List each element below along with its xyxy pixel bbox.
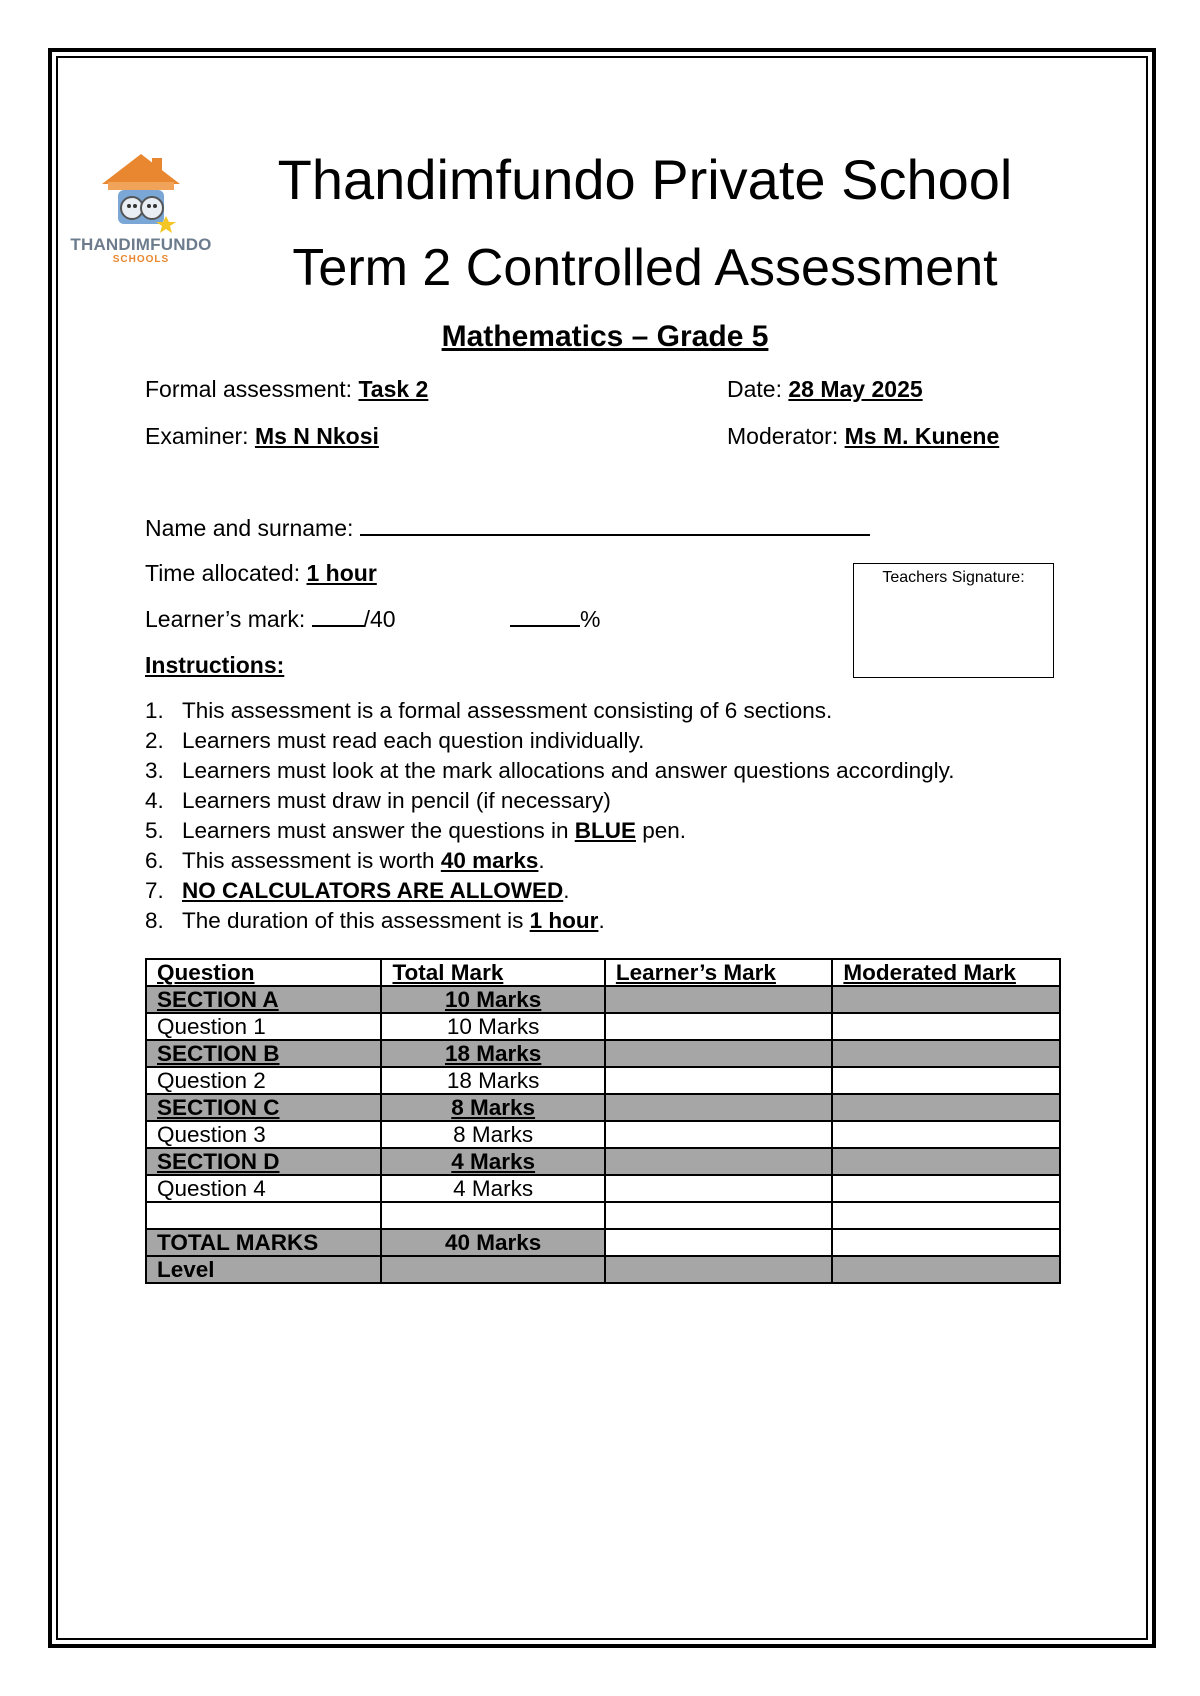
learner-mark-cell[interactable] <box>605 1013 833 1040</box>
table-row-empty <box>146 1202 1060 1229</box>
table-row-total: TOTAL MARKS 40 Marks <box>146 1229 1060 1256</box>
examiner-line <box>145 422 379 450</box>
table-row: Question 1 10 Marks <box>146 1013 1060 1040</box>
logo-wordmark: THANDIMFUNDO <box>70 235 212 254</box>
school-name: Thandimfundo Private School <box>277 148 1013 211</box>
column-header-total-mark: Total Mark <box>381 959 604 986</box>
learner-mark-cell[interactable] <box>605 1094 833 1121</box>
percent-sign: % <box>580 606 601 632</box>
examiner-value: Ms N Nkosi <box>254 423 379 449</box>
learner-mark-cell[interactable] <box>605 1202 833 1229</box>
table-header-row <box>146 959 1060 986</box>
moderated-mark-cell[interactable] <box>832 1202 1060 1229</box>
instructions-list <box>145 696 1065 936</box>
teacher-signature-label: Teachers Signature: <box>882 569 1025 586</box>
examiner-label: Examiner: <box>145 423 249 449</box>
learner-level-cell[interactable] <box>605 1256 833 1283</box>
date-value: 28 May 2025 <box>788 376 923 402</box>
learner-mark-label: Learner’s mark: <box>145 606 306 632</box>
formal-assessment-label: Formal assessment: <box>145 376 353 402</box>
time-line <box>145 559 377 587</box>
list-item: 1. This assessment is a formal assessment consisting of 6 sections. <box>145 698 833 723</box>
percent-input-line[interactable] <box>510 607 580 627</box>
percent-line <box>510 605 600 633</box>
moderated-mark-cell[interactable] <box>832 1148 1060 1175</box>
moderated-mark-cell[interactable] <box>832 1067 1060 1094</box>
moderated-mark-cell[interactable] <box>832 1094 1060 1121</box>
column-header-moderated-mark: Moderated Mark <box>832 959 1060 986</box>
subject-title: Mathematics – Grade 5 <box>441 320 769 353</box>
moderated-mark-cell[interactable] <box>832 986 1060 1013</box>
learner-mark-cell[interactable] <box>605 1148 833 1175</box>
learner-mark-cell[interactable] <box>605 986 833 1013</box>
list-item: 2. Learners must read each question individually. <box>145 728 645 753</box>
moderated-mark-cell[interactable] <box>832 1175 1060 1202</box>
table-row: SECTION B 18 Marks <box>146 1040 1060 1067</box>
time-label: Time allocated: <box>145 560 301 586</box>
school-logo <box>66 150 216 270</box>
table-row-level: Level <box>146 1256 1060 1283</box>
moderator-label: Moderator: <box>727 423 839 449</box>
moderated-mark-cell[interactable] <box>832 1121 1060 1148</box>
formal-assessment-line <box>145 375 428 403</box>
date-label: Date: <box>727 376 782 402</box>
name-line <box>145 514 870 542</box>
logo-subtext: SCHOOLS <box>112 254 170 265</box>
learner-mark-cell[interactable] <box>605 1040 833 1067</box>
moderated-total-cell[interactable] <box>832 1229 1060 1256</box>
list-item: 7. NO CALCULATORS ARE ALLOWED. <box>145 878 570 903</box>
list-item: 3. Learners must look at the mark allocations and answer questions accordingly. <box>145 758 955 783</box>
column-header-learner-mark: Learner’s Mark <box>605 959 833 986</box>
moderated-mark-cell[interactable] <box>832 1013 1060 1040</box>
logo-house-icon <box>66 150 216 240</box>
learner-mark-cell[interactable] <box>605 1067 833 1094</box>
learner-mark-input-line[interactable] <box>312 607 364 627</box>
formal-assessment-value: Task 2 <box>358 376 429 402</box>
column-header-question: Question <box>146 959 381 986</box>
moderator-line <box>727 422 999 450</box>
name-input-line[interactable] <box>360 514 870 536</box>
table-row: SECTION D 4 Marks <box>146 1148 1060 1175</box>
marks-table <box>145 958 1061 1284</box>
table-row: Question 3 8 Marks <box>146 1121 1060 1148</box>
table-row: Question 4 4 Marks <box>146 1175 1060 1202</box>
assessment-title: Term 2 Controlled Assessment <box>292 239 998 297</box>
table-row: SECTION A 10 Marks <box>146 986 1060 1013</box>
moderated-level-cell[interactable] <box>832 1256 1060 1283</box>
learner-mark-cell[interactable] <box>605 1175 833 1202</box>
time-value: 1 hour <box>306 560 377 586</box>
learner-mark-total: /40 <box>363 606 396 632</box>
moderated-mark-cell[interactable] <box>832 1040 1060 1067</box>
instructions-heading: Instructions: <box>145 652 285 678</box>
learner-mark-line <box>145 605 396 633</box>
learner-mark-cell[interactable] <box>605 1121 833 1148</box>
learner-total-cell[interactable] <box>605 1229 833 1256</box>
list-item: 6. This assessment is worth 40 marks. <box>145 848 545 873</box>
date-line <box>727 375 923 403</box>
list-item: 5. Learners must answer the questions in BLUE pen. <box>145 818 687 843</box>
moderator-value: Ms M. Kunene <box>844 423 1000 449</box>
teacher-signature-box[interactable] <box>853 563 1054 678</box>
table-row: Question 2 18 Marks <box>146 1067 1060 1094</box>
list-item: 4. Learners must draw in pencil (if necessary) <box>145 788 611 813</box>
name-label: Name and surname: <box>145 515 354 541</box>
list-item: 8. The duration of this assessment is 1 hour. <box>145 908 605 933</box>
table-row: SECTION C 8 Marks <box>146 1094 1060 1121</box>
